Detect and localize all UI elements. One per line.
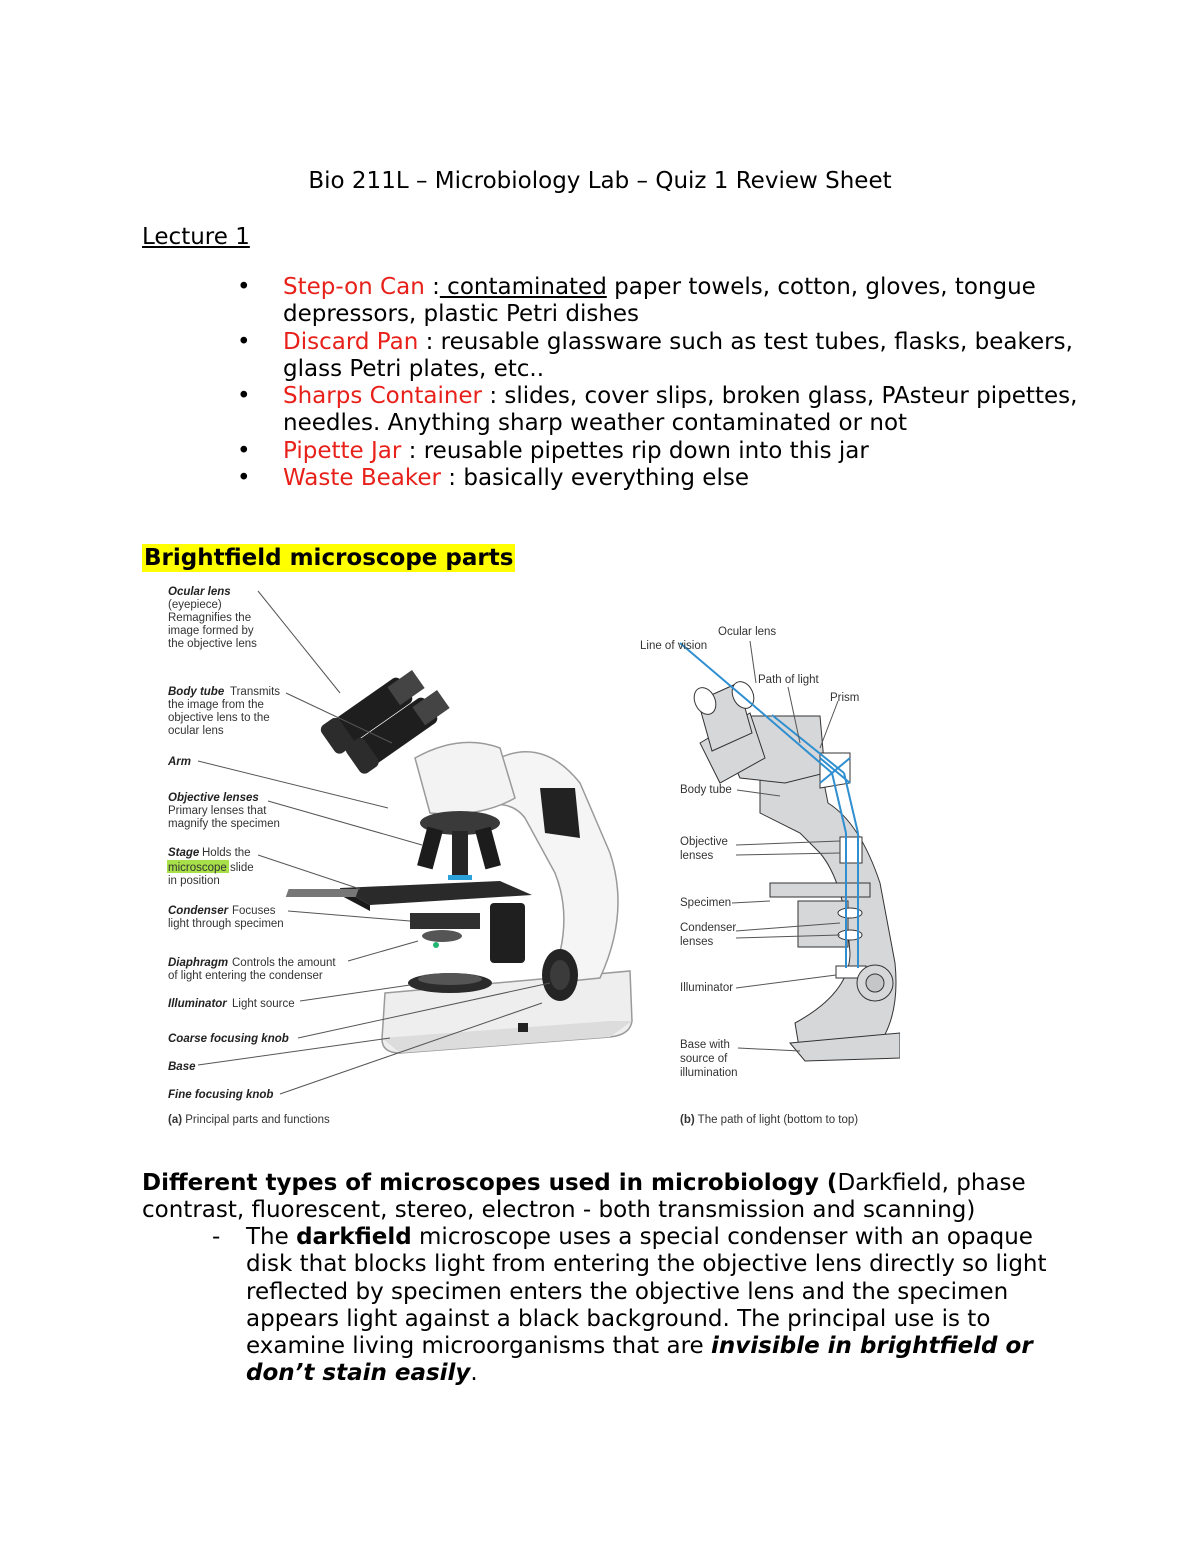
page-title: Bio 211L – Microbiology Lab – Quiz 1 Review Sheet (308, 168, 892, 194)
lecture-heading: Lecture 1 (142, 224, 250, 250)
label-ocular-lens-b: Ocular lens (718, 626, 777, 638)
label-line: microscope slide (168, 862, 254, 874)
microscope-figure (160, 583, 900, 1133)
section-heading: Brightfield microscope parts (144, 545, 514, 571)
label-specimen: Specimen (680, 897, 732, 909)
bullet-icon: • (237, 274, 251, 300)
microscope-illustration (286, 665, 632, 1053)
label-line-of-vision: Line of vision (640, 640, 708, 652)
microscope-types-paragraph (142, 1170, 1062, 1225)
description: reusable pipettes rip down into this jar (416, 437, 869, 464)
list-item (237, 438, 1117, 465)
text-run: . (470, 1360, 478, 1387)
label-line: objective lens to the (168, 712, 270, 724)
term: Discard Pan (283, 328, 419, 355)
label-illuminator: Illuminator (168, 998, 227, 1010)
label-objective-b: Objective (680, 836, 728, 848)
label-body-tube-b: Body tube (680, 784, 732, 796)
text-run: microscope uses a special condenser with an opaque disk that blocks light from entering the objective lens directly so light reflected by specimen enters the objective lens and the specimen appears light against a black background. The principal use is to examine living microorganisms that are (246, 1224, 1047, 1360)
label-line: Remagnifies the (168, 612, 252, 624)
label-objective-lenses: Objective lenses (168, 792, 259, 804)
separator: : (418, 328, 434, 355)
list-item (212, 1224, 1072, 1388)
caption-b (680, 1114, 858, 1126)
bullet-icon: • (237, 328, 251, 355)
list-item (237, 274, 1117, 329)
bold-italic-phrase: invisible in brightfield or don’t stain easily (246, 1333, 1033, 1387)
label-rest: Focuses (232, 905, 276, 917)
bullet-icon: • (237, 437, 251, 464)
separator: : (401, 437, 417, 464)
label-line: the image from the (168, 699, 264, 711)
underlined-word: contaminated (439, 274, 607, 300)
label-line: magnify the specimen (168, 818, 280, 830)
label-rest: Holds the (202, 847, 251, 859)
left-labels (167, 586, 336, 1126)
label-base-b-3: illumination (680, 1067, 738, 1079)
darkfield-list (212, 1224, 1072, 1388)
lab-waste-list (237, 274, 1117, 492)
caption-a (168, 1114, 330, 1126)
label-line: in position (168, 875, 220, 887)
types-heading: Different types of microscopes used in microbiology ( (142, 1170, 838, 1196)
label-rest: Controls the amount (232, 957, 336, 969)
separator: : (482, 383, 498, 410)
label-path-of-light: Path of light (758, 674, 819, 686)
label-line: of light entering the condenser (168, 970, 323, 982)
list-item (237, 329, 1117, 384)
label-base-b: Base with (680, 1039, 730, 1051)
label-condenser-b-2: lenses (680, 936, 714, 948)
term: Pipette Jar (283, 437, 402, 464)
label-body-tube: Body tube (168, 686, 225, 698)
list-item (237, 383, 1117, 438)
label-rest: Transmits (230, 686, 281, 698)
caption-b-letter: (b) (680, 1114, 695, 1126)
description: reusable glassware such as test tubes, flasks, beakers, glass Petri plates, etc.. (283, 328, 1073, 382)
dash-marker: - (212, 1224, 221, 1250)
label-objective-b-2: lenses (680, 850, 714, 862)
label-fine-focusing-knob: Fine focusing knob (168, 1089, 274, 1101)
term: Waste Beaker (283, 465, 441, 492)
description: basically everything else (456, 465, 749, 492)
label-line: the objective lens (168, 638, 257, 650)
separator: : (424, 274, 440, 300)
term: Step-on Can (283, 274, 425, 300)
leader-lines-a (198, 591, 550, 1094)
label-diaphragm: Diaphragm (168, 957, 229, 969)
label-line: (eyepiece) (168, 599, 222, 611)
bullet-icon: • (237, 465, 251, 492)
separator: : (440, 465, 457, 492)
label-arm: Arm (168, 756, 192, 768)
label-base-b-2: source of (680, 1053, 728, 1065)
types-list: Darkfield, phase contrast, fluorescent, stereo, electron - both transmission and scanning) (142, 1170, 1026, 1224)
label-condenser-b: Condenser (680, 922, 737, 934)
label-illuminator-b: Illuminator (680, 982, 734, 994)
label-condenser: Condenser (168, 905, 229, 917)
caption-a-letter: (a) (168, 1114, 183, 1126)
caption-b-text: The path of light (bottom to top) (694, 1114, 859, 1126)
label-line: ocular lens (168, 725, 224, 737)
label-rest: Light source (232, 998, 295, 1010)
label-coarse-focusing-knob: Coarse focusing knob (168, 1033, 289, 1045)
label-stage: Stage (168, 847, 200, 859)
label-ocular-lens: Ocular lens (168, 586, 231, 598)
description: paper towels, cotton, gloves, tongue depressors, plastic Petri dishes (283, 274, 1036, 328)
bullet-icon: • (237, 383, 251, 410)
bold-term: darkfield (296, 1224, 412, 1250)
label-base: Base (168, 1061, 196, 1073)
term: Sharps Container (283, 383, 483, 410)
caption-a-text: Principal parts and functions (182, 1114, 330, 1126)
description: slides, cover slips, broken glass, PAsteur pipettes, needles. Anything sharp weather contaminated or not (283, 383, 1078, 437)
list-item (237, 465, 1117, 492)
label-prism: Prism (830, 692, 860, 704)
label-line: Primary lenses that (168, 805, 267, 817)
text-run: The (246, 1224, 297, 1250)
label-line: light through specimen (168, 918, 284, 930)
label-line: image formed by (168, 625, 254, 637)
